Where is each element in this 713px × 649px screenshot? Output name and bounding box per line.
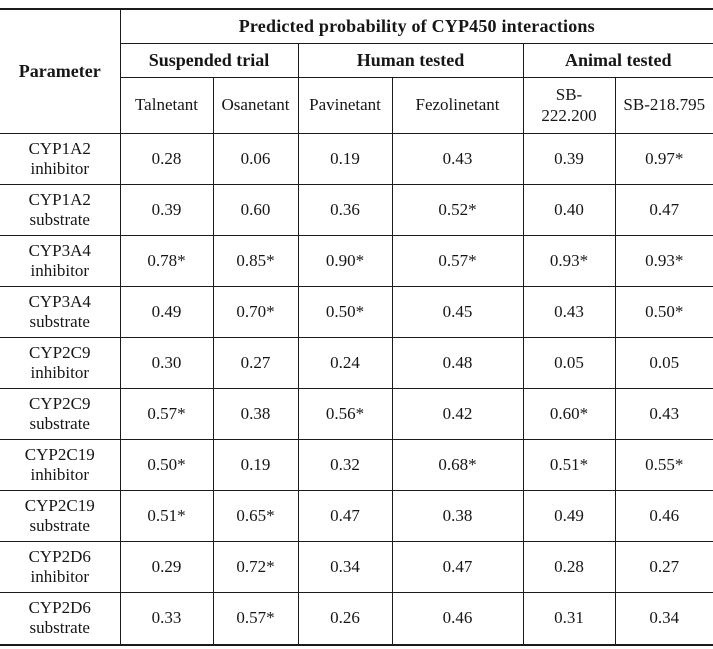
column-header-talnetant: Talnetant <box>120 78 213 134</box>
value-cell: 0.47 <box>615 185 713 236</box>
table-row <box>0 236 713 287</box>
value-cell: 0.70* <box>213 287 298 338</box>
enzyme-role: inhibitor <box>30 567 90 586</box>
value-cell: 0.52* <box>392 185 523 236</box>
enzyme-name: CYP3A4 <box>28 240 91 260</box>
value-cell: 0.40 <box>523 185 615 236</box>
value-cell: 0.46 <box>615 491 713 542</box>
enzyme-name: CYP1A2 <box>28 189 91 209</box>
row-label <box>0 287 120 338</box>
table-title: Predicted probability of CYP450 interactions <box>120 10 713 44</box>
value-cell: 0.34 <box>298 542 392 593</box>
value-cell: 0.42 <box>392 389 523 440</box>
value-cell: 0.43 <box>392 134 523 185</box>
enzyme-name: CYP2D6 <box>28 598 91 618</box>
value-cell: 0.65* <box>213 491 298 542</box>
value-cell: 0.29 <box>120 542 213 593</box>
cyp450-probability-table <box>0 10 713 644</box>
value-cell: 0.51* <box>120 491 213 542</box>
enzyme-role: substrate <box>29 210 90 229</box>
row-label <box>0 236 120 287</box>
value-cell: 0.50* <box>298 287 392 338</box>
table-row <box>0 287 713 338</box>
group-header-animal-tested: Animal tested <box>523 44 713 78</box>
value-cell: 0.06 <box>213 134 298 185</box>
value-cell: 0.28 <box>523 542 615 593</box>
enzyme-name: CYP2C19 <box>24 495 95 515</box>
row-label <box>0 440 120 491</box>
value-cell: 0.47 <box>298 491 392 542</box>
value-cell: 0.19 <box>213 440 298 491</box>
row-label <box>0 338 120 389</box>
value-cell: 0.36 <box>298 185 392 236</box>
enzyme-role: substrate <box>29 618 90 638</box>
value-cell: 0.97* <box>615 134 713 185</box>
value-cell: 0.30 <box>120 338 213 389</box>
column-header-fezolinetant: Fezolinetant <box>392 78 523 134</box>
value-cell: 0.55* <box>615 440 713 491</box>
column-header-pavinetant: Pavinetant <box>298 78 392 134</box>
value-cell: 0.57* <box>120 389 213 440</box>
table-row <box>0 542 713 593</box>
value-cell: 0.72* <box>213 542 298 593</box>
value-cell: 0.60 <box>213 185 298 236</box>
value-cell: 0.49 <box>120 287 213 338</box>
value-cell: 0.39 <box>120 185 213 236</box>
value-cell: 0.27 <box>615 542 713 593</box>
table-row <box>0 593 713 644</box>
row-label <box>0 185 120 236</box>
enzyme-role: inhibitor <box>30 465 90 484</box>
value-cell: 0.45 <box>392 287 523 338</box>
value-cell: 0.31 <box>523 593 615 644</box>
enzyme-role: inhibitor <box>30 159 90 178</box>
enzyme-name: CYP1A2 <box>28 138 91 158</box>
group-header-suspended-trial: Suspended trial <box>120 44 298 78</box>
value-cell: 0.43 <box>523 287 615 338</box>
value-cell: 0.49 <box>523 491 615 542</box>
table-row <box>0 440 713 491</box>
column-header-osanetant: Osanetant <box>213 78 298 134</box>
enzyme-name: CYP2C9 <box>29 393 91 413</box>
value-cell: 0.57* <box>392 236 523 287</box>
value-cell: 0.38 <box>392 491 523 542</box>
table-row <box>0 389 713 440</box>
value-cell: 0.90* <box>298 236 392 287</box>
column-header-sb-222200: SB-222.200 <box>523 78 615 134</box>
enzyme-role: inhibitor <box>30 363 90 382</box>
value-cell: 0.50* <box>615 287 713 338</box>
value-cell: 0.48 <box>392 338 523 389</box>
value-cell: 0.56* <box>298 389 392 440</box>
group-header-human-tested: Human tested <box>298 44 523 78</box>
value-cell: 0.33 <box>120 593 213 644</box>
table-row <box>0 134 713 185</box>
column-header-parameter: Parameter <box>0 10 120 134</box>
row-label <box>0 491 120 542</box>
enzyme-role: inhibitor <box>30 261 90 280</box>
value-cell: 0.28 <box>120 134 213 185</box>
value-cell: 0.43 <box>615 389 713 440</box>
value-cell: 0.60* <box>523 389 615 440</box>
row-label <box>0 593 120 644</box>
value-cell: 0.24 <box>298 338 392 389</box>
value-cell: 0.93* <box>615 236 713 287</box>
value-cell: 0.32 <box>298 440 392 491</box>
enzyme-role: substrate <box>29 414 90 433</box>
value-cell: 0.38 <box>213 389 298 440</box>
row-label <box>0 134 120 185</box>
value-cell: 0.39 <box>523 134 615 185</box>
value-cell: 0.27 <box>213 338 298 389</box>
value-cell: 0.78* <box>120 236 213 287</box>
row-label <box>0 542 120 593</box>
cyp450-table-container <box>0 8 713 646</box>
value-cell: 0.34 <box>615 593 713 644</box>
row-label <box>0 389 120 440</box>
table-row <box>0 338 713 389</box>
column-header-sb-218795: SB-218.795 <box>615 78 713 134</box>
header-row-title <box>0 10 713 44</box>
value-cell: 0.19 <box>298 134 392 185</box>
value-cell: 0.50* <box>120 440 213 491</box>
value-cell: 0.68* <box>392 440 523 491</box>
table-row <box>0 491 713 542</box>
enzyme-name: CYP2D6 <box>28 546 91 566</box>
value-cell: 0.05 <box>523 338 615 389</box>
value-cell: 0.57* <box>213 593 298 644</box>
value-cell: 0.93* <box>523 236 615 287</box>
value-cell: 0.47 <box>392 542 523 593</box>
enzyme-name: CYP3A4 <box>28 291 91 311</box>
value-cell: 0.05 <box>615 338 713 389</box>
value-cell: 0.26 <box>298 593 392 644</box>
value-cell: 0.51* <box>523 440 615 491</box>
enzyme-name: CYP2C19 <box>24 444 95 464</box>
enzyme-role: substrate <box>29 312 90 331</box>
value-cell: 0.46 <box>392 593 523 644</box>
enzyme-role: substrate <box>29 516 90 535</box>
table-row <box>0 185 713 236</box>
value-cell: 0.85* <box>213 236 298 287</box>
enzyme-name: CYP2C9 <box>29 342 91 362</box>
